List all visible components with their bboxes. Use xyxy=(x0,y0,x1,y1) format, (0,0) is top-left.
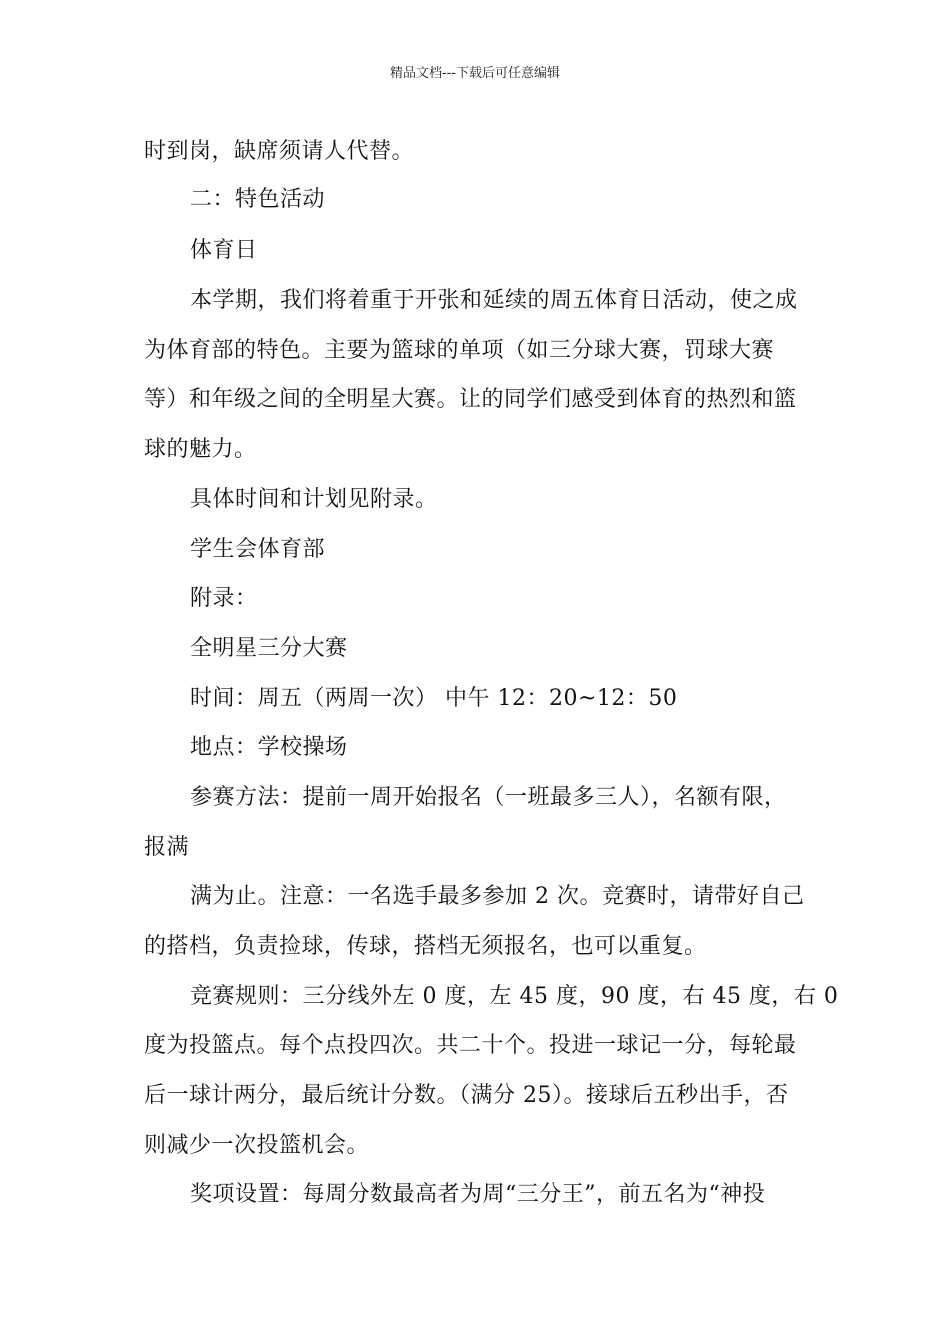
text-line: 具体时间和计划见附录。 xyxy=(190,487,438,512)
signature-line: 学生会体育部 xyxy=(190,537,326,562)
text-line: 的搭档，负责捡球，传球，搭档无须报名，也可以重复。 xyxy=(144,934,707,959)
text-line: 等）和年级之间的全明星大赛。让的同学们感受到体育的热烈和篮 xyxy=(144,387,797,412)
subsection-heading: 体育日 xyxy=(190,238,258,263)
text-line: 时到岗，缺席须请人代替。 xyxy=(144,139,415,164)
page-header: 精品文档---下载后可任意编辑 xyxy=(389,66,561,81)
text-line: 球的魅力。 xyxy=(144,437,257,462)
text-line: 为体育部的特色。主要为篮球的单项（如三分球大赛，罚球大赛 xyxy=(144,338,775,363)
text-line: 报满 xyxy=(144,835,190,860)
appendix-heading: 附录： xyxy=(190,586,258,611)
event-time: 时间：周五（两周一次） 中午 12：20~12：50 xyxy=(190,686,678,711)
event-location: 地点：学校操场 xyxy=(190,735,348,760)
text-line: 度为投篮点。每个点投四次。共二十个。投进一球记一分，每轮最 xyxy=(144,1033,797,1058)
text-line: 后一球计两分，最后统计分数。（满分 25）。接球后五秒出手，否 xyxy=(144,1083,789,1108)
text-line: 奖项设置：每周分数最高者为周“三分王”，前五名为“神投 xyxy=(190,1182,766,1207)
text-line: 则减少一次投篮机会。 xyxy=(144,1133,370,1158)
text-line: 竞赛规则：三分线外左 0 度，左 45 度，90 度，右 45 度，右 0 xyxy=(190,984,839,1009)
event-title: 全明星三分大赛 xyxy=(190,636,348,661)
section-heading: 二：特色活动 xyxy=(190,187,326,212)
text-line: 参赛方法：提前一周开始报名（一班最多三人），名额有限， xyxy=(190,785,787,810)
text-line: 本学期，我们将着重于开张和延续的周五体育日活动，使之成 xyxy=(190,288,798,313)
text-line: 满为止。注意：一名选手最多参加 2 次。竞赛时，请带好自己 xyxy=(190,884,805,909)
